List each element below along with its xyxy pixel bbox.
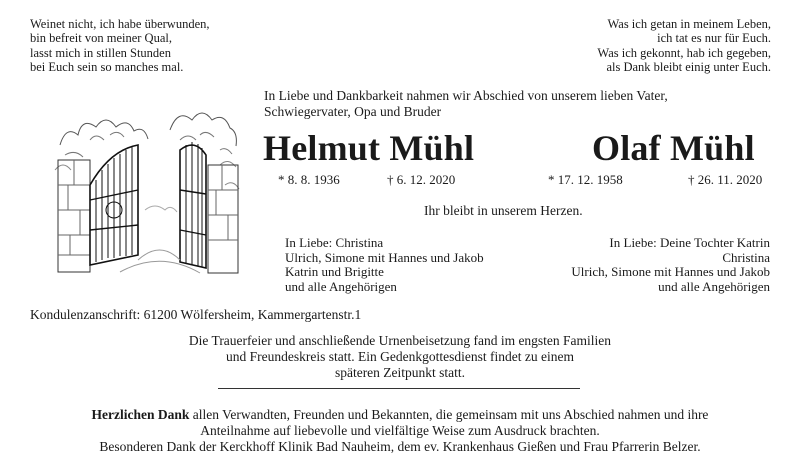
person1-birth-date: * 8. 8. 1936 xyxy=(278,172,340,187)
poem-left-line: lasst mich in stillen Stunden xyxy=(30,45,171,60)
poem-left-line: Weinet nicht, ich habe überwunden, xyxy=(30,17,210,31)
mourner-line: In Liebe: Deine Tochter Katrin xyxy=(609,235,770,250)
thanks-text: allen Verwandten, Freunden und Bekannten, die gemeinsam mit uns Abschied nahmen und ihre xyxy=(189,407,709,422)
poem-left-line: bei Euch sein so manches mal. xyxy=(30,59,184,74)
thanks-heading: Herzlichen Dank xyxy=(91,407,190,422)
mourner-line: Ulrich, Simone mit Hannes und Jakob xyxy=(285,249,484,265)
funeral-line: späteren Zeitpunkt statt. xyxy=(334,365,466,381)
remembrance-text: Ihr bleibt in unserem Herzen. xyxy=(424,203,583,218)
mourners-right xyxy=(510,236,770,294)
thanks-section xyxy=(20,407,780,456)
funeral-line: Die Trauerfeier und anschließende Urnenbeisetzung fand im engsten Familien xyxy=(188,333,612,348)
funeral-line: und Freundeskreis statt. Ein Gedenkgottesdienst findet zu einem xyxy=(226,349,574,365)
poem-right-line: als Dank bleibt einig unter Euch. xyxy=(606,59,771,74)
condolence-address: Kondulenzanschrift: 61200 Wölfersheim, Kammergartenstr.1 xyxy=(30,307,362,322)
mourner-line: In Liebe: Christina xyxy=(285,235,384,250)
mourner-line: und alle Angehörigen xyxy=(658,278,770,294)
mourners-left xyxy=(285,236,545,294)
poem-left xyxy=(30,17,290,74)
intro-line: Schwiegervater, Opa und Bruder xyxy=(264,104,442,119)
person2-birth-date: * 17. 12. 1958 xyxy=(548,172,623,187)
mourner-line: Ulrich, Simone mit Hannes und Jakob xyxy=(571,264,770,280)
poem-right-line: Was ich gekonnt, hab ich gegeben, xyxy=(597,45,771,60)
poem-right-line: Was ich getan in meinem Leben, xyxy=(607,17,771,31)
intro-text xyxy=(264,88,784,120)
intro-line: In Liebe und Dankbarkeit nahmen wir Abschied von unserem lieben Vater, xyxy=(264,88,668,103)
garden-gate-icon xyxy=(50,90,250,275)
mourner-line: und alle Angehörigen xyxy=(285,278,397,294)
divider xyxy=(218,388,580,389)
mourner-line: Katrin und Brigitte xyxy=(285,264,384,280)
thanks-line: Anteilnahme auf liebevolle und vielfältige Weise zum Ausdruck brachten. xyxy=(200,423,600,439)
mourner-line: Christina xyxy=(722,249,770,265)
thanks-line: Besonderen Dank der Kerckhoff Klinik Bad Nauheim, dem ev. Krankenhaus Gießen und Frau Pfarrerin Belzer. xyxy=(99,439,701,455)
person2-death-date: † 26. 11. 2020 xyxy=(688,172,763,187)
person1-name: Helmut Mühl xyxy=(263,128,475,168)
poem-left-line: bin befreit von meiner Qual, xyxy=(30,31,172,46)
funeral-notice xyxy=(60,333,740,382)
poem-right xyxy=(511,17,771,74)
poem-right-line: ich tat es nur für Euch. xyxy=(657,31,771,46)
person2-name: Olaf Mühl xyxy=(592,128,755,168)
thanks-line xyxy=(20,407,780,423)
person1-death-date: † 6. 12. 2020 xyxy=(387,172,456,187)
